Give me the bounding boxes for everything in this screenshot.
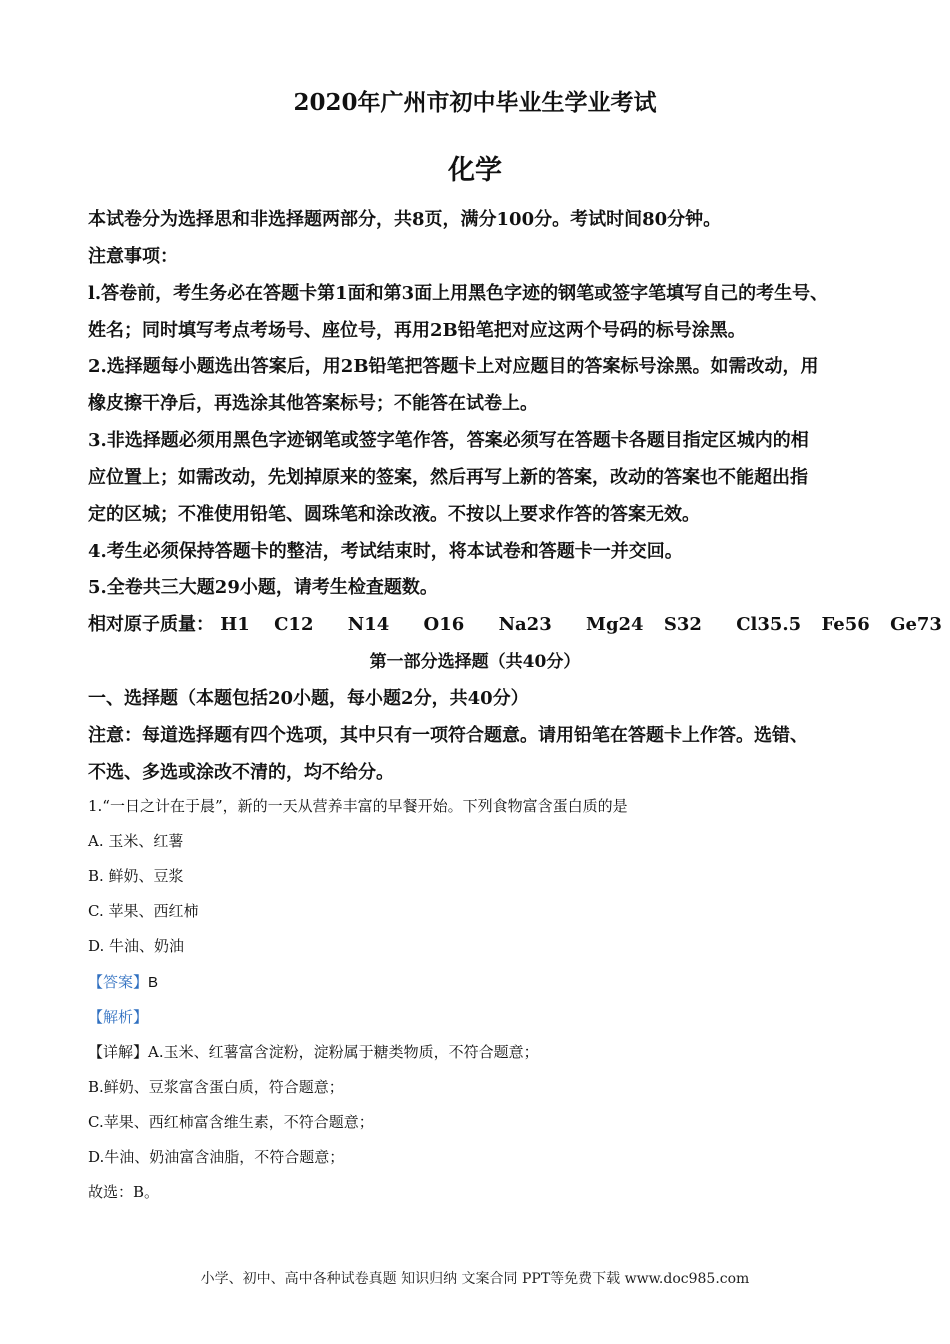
atomic-mass-item: S32 bbox=[663, 614, 702, 635]
exam-title: 2020年广州市初中毕业生学业考试 bbox=[293, 89, 657, 116]
question-stem: 1.“一日之计在于晨”，新的一天从营养丰富的早餐开始。下列食物富含蛋白质的是 bbox=[88, 797, 628, 815]
subject-title: 化学 bbox=[448, 155, 502, 186]
notice-line: 2.选择题每小题选出答案后，用2B铅笔把答题卡上对应题目的答案标号涂黑。如需改动，用 bbox=[88, 356, 819, 377]
option-c: C. 苹果、西红柿 bbox=[88, 902, 199, 920]
part-title: 第一部分选择题（共40分） bbox=[369, 652, 581, 672]
detail-text: A.玉米、红薯富含淀粉，淀粉属于糖类物质，不符合题意； bbox=[148, 1043, 539, 1061]
detail-line bbox=[88, 1041, 539, 1062]
detail-line: D.牛油、奶油富含油脂，不符合题意； bbox=[88, 1148, 345, 1166]
notice-line: 橡皮擦干净后，再选涂其他答案标号；不能答在试卷上。 bbox=[88, 393, 538, 414]
atomic-mass-item: H1 bbox=[220, 614, 250, 635]
atomic-mass-item: Mg24 bbox=[586, 614, 644, 635]
answer-line bbox=[88, 971, 158, 992]
notice-line: 3.非选择题必须用黑色字迹钢笔或签字笔作答，答案必须写在答题卡各题目指定区城内的相 bbox=[88, 430, 809, 451]
option-a: A. 玉米、红薯 bbox=[88, 832, 184, 850]
notice-line: l.答卷前，考生务必在答题卡第1面和第3面上用黑色字迹的钢笔或签字笔填写自己的考生号、 bbox=[88, 283, 829, 304]
detail-line: B.鲜奶、豆浆富含蛋白质，符合题意； bbox=[88, 1078, 344, 1096]
atomic-mass-item: Na23 bbox=[498, 614, 552, 635]
atomic-mass-item: Cl35.5 bbox=[736, 614, 802, 635]
atomic-mass-label: 相对原子质量： bbox=[88, 614, 214, 635]
answer-tag: 【答案】 bbox=[88, 973, 149, 991]
atomic-mass-item: Fe56 bbox=[821, 614, 870, 635]
notice-line: 姓名；同时填写考点考场号、座位号，再用2B铅笔把对应这两个号码的标号涂黑。 bbox=[88, 320, 746, 341]
notice-line: 4.考生必须保持答题卡的整洁，考试结束时，将本试卷和答题卡一并交回。 bbox=[88, 541, 683, 562]
intro-text: 本试卷分为选择思和非选择题两部分，共8页，满分100分。考试时间80分钟。 bbox=[88, 209, 722, 230]
notice-line: 应位置上；如需改动，先划掉原来的签案，然后再写上新的答案，改动的答案也不能超出指 bbox=[88, 467, 808, 488]
detail-line: C.苹果、西红柿富含维生素，不符合题意； bbox=[88, 1113, 374, 1131]
section-note: 不选、多选或涂改不清的，均不给分。 bbox=[88, 762, 394, 783]
section-title: 一、选择题（本题包括20小题，每小题2分，共40分） bbox=[88, 688, 529, 709]
atomic-mass-item: C12 bbox=[274, 614, 314, 635]
atomic-mass-item: N14 bbox=[347, 614, 390, 635]
detail-line: 故选：B。 bbox=[88, 1183, 160, 1201]
atomic-mass-line bbox=[88, 610, 942, 636]
page-footer: 小学、初中、高中各种试卷真题 知识归纳 文案合同 PPT等免费下载 www.doc985.com bbox=[200, 1271, 750, 1287]
notice-line: 定的区城；不准使用铅笔、圆珠笔和涂改液。不按以上要求作答的答案无效。 bbox=[88, 504, 700, 525]
analysis-tag: 【解析】 bbox=[88, 1008, 149, 1026]
notice-line: 5.全卷共三大题29小题，请考生检査题数。 bbox=[88, 577, 438, 598]
notice-heading: 注意事项： bbox=[88, 246, 178, 267]
option-b: B. 鲜奶、豆浆 bbox=[88, 867, 184, 885]
option-d: D. 牛油、奶油 bbox=[88, 937, 185, 955]
detail-tag: 【详解】 bbox=[88, 1043, 149, 1061]
atomic-mass-item: O16 bbox=[423, 614, 465, 635]
section-note: 注意：每道选择题有四个选项，其中只有一项符合题意。请用铅笔在答题卡上作答。选错、 bbox=[88, 725, 808, 746]
atomic-mass-item: Ge73 bbox=[890, 614, 942, 635]
answer-value: B bbox=[148, 974, 159, 991]
